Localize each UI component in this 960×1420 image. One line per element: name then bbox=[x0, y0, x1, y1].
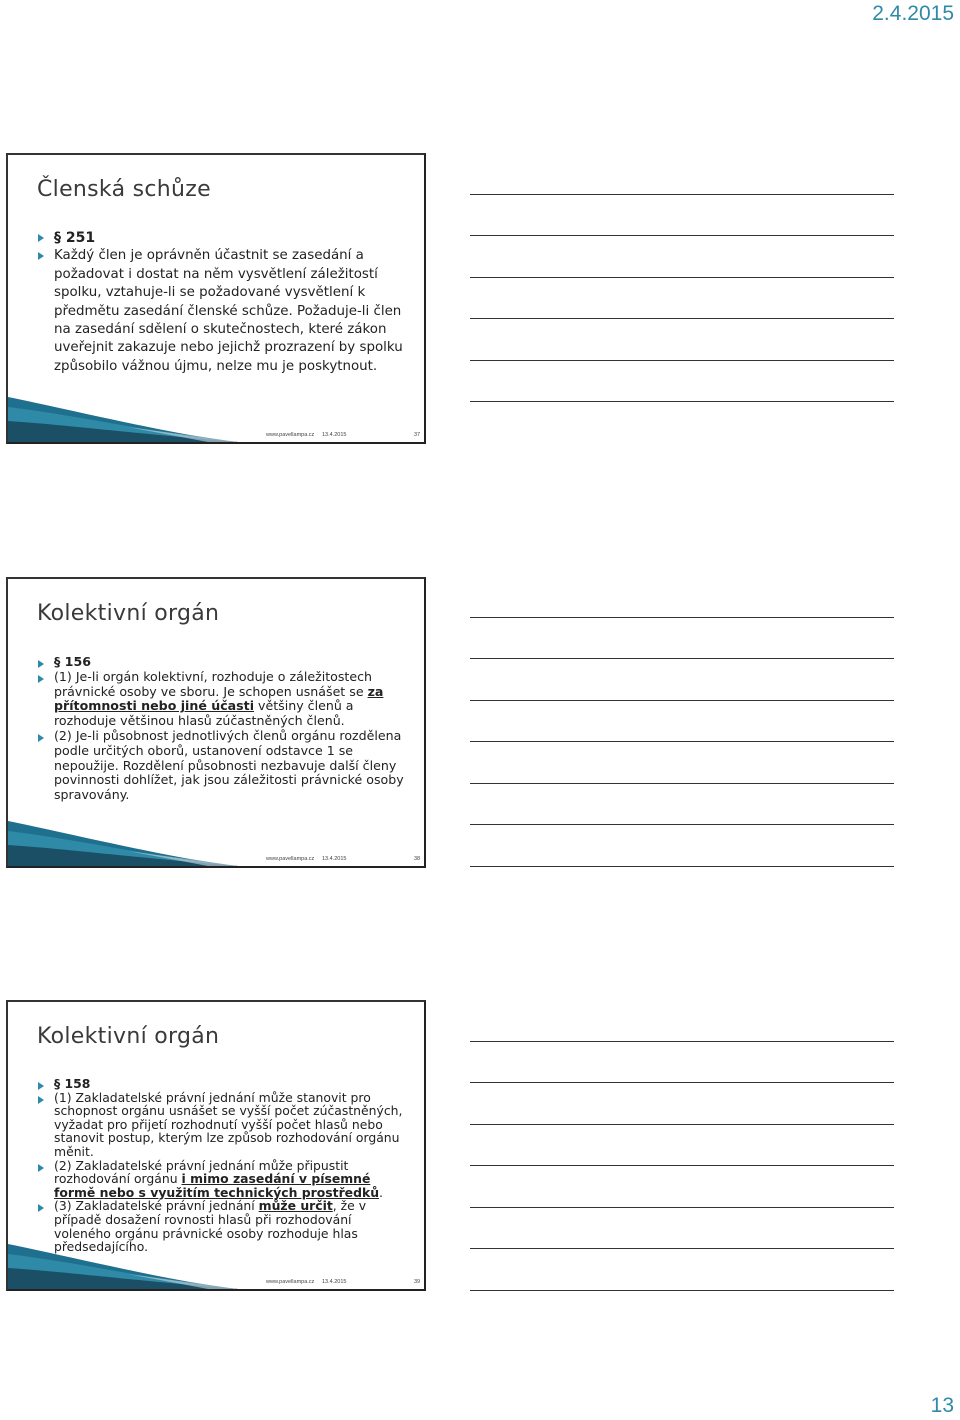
note-line bbox=[470, 1207, 894, 1208]
footer-slide-number: 37 bbox=[414, 432, 421, 438]
note-line bbox=[470, 1290, 894, 1291]
note-line bbox=[470, 1248, 894, 1249]
bullet-arrow-icon bbox=[38, 234, 44, 242]
slide-title: Kolektivní orgán bbox=[37, 601, 220, 626]
underlined-text: i mimo zasedání v písemné formě nebo s využitím technických prostředků bbox=[54, 1171, 380, 1200]
footer-url: www.pavellampa.cz bbox=[266, 1279, 315, 1285]
note-line bbox=[470, 617, 894, 618]
note-line bbox=[470, 318, 894, 319]
note-line bbox=[470, 235, 894, 236]
paragraph: (2) Je-li působnost jednotlivých členů orgánu rozdělena podle určitých oborů, ustanovení odstavce 1 se nepoužije. Rozdělení působnosti nezbavuje další členy povinnosti dohlížet, jak jsou záležitosti právnické osoby spravovány. bbox=[38, 729, 406, 803]
footer-slide-number: 38 bbox=[414, 856, 421, 862]
section-number: § 156 bbox=[38, 655, 406, 670]
note-line bbox=[470, 1041, 894, 1042]
slide-footer bbox=[8, 428, 424, 438]
underlined-text: za přítomnosti nebo jiné účasti bbox=[54, 683, 384, 714]
bullet-arrow-icon bbox=[38, 675, 44, 683]
note-line bbox=[470, 194, 894, 195]
bullet-arrow-icon bbox=[38, 660, 44, 668]
slide-body bbox=[38, 229, 406, 376]
bullet-arrow-icon bbox=[38, 734, 44, 742]
note-line bbox=[470, 1165, 894, 1166]
footer-date: 13.4.2015 bbox=[322, 1279, 347, 1285]
note-line bbox=[470, 783, 894, 784]
bullet-arrow-icon bbox=[38, 1096, 44, 1104]
note-line bbox=[470, 1124, 894, 1125]
footer-url: www.pavellampa.cz bbox=[266, 856, 315, 862]
note-line bbox=[470, 360, 894, 361]
footer-url: www.pavellampa.cz bbox=[266, 432, 315, 438]
paragraph: (3) Zakladatelské právní jednání může určit, že v případě dosažení rovnosti hlasů při rozhodování voleného orgánu právnické osoby rozhoduje hlas předsedajícího. bbox=[38, 1199, 406, 1253]
page-number: 13 bbox=[930, 1394, 954, 1417]
bullet-arrow-icon bbox=[38, 1204, 44, 1212]
paragraph: Každý člen je oprávněn účastnit se zasedání a požadovat i dostat na něm vysvětlení záležitostí spolku, vztahuje-li se požadované vysvětlení k předmětu zasedání členské schůze. Požaduje-li člen na zasedání sdělení o skutečnostech, které zákon uveřejnit zakazuje nebo jejichž prozrazení by spolku způsobilo vážnou újmu, nelze mu je poskytnout. bbox=[38, 247, 406, 376]
paragraph: (1) Je-li orgán kolektivní, rozhoduje o záležitostech právnické osoby ve sboru. Je schopen usnášet se za přítomnosti nebo jiné účasti většiny členů a rozhoduje většinou hlasů zúčastněných členů. bbox=[38, 670, 406, 729]
footer-date: 13.4.2015 bbox=[322, 432, 347, 438]
header-date: 2.4.2015 bbox=[872, 2, 954, 25]
section-number: § 251 bbox=[38, 229, 406, 247]
slide-footer bbox=[8, 852, 424, 862]
underlined-text: může určit bbox=[258, 1198, 333, 1214]
slide-38 bbox=[6, 577, 426, 868]
slide-body bbox=[38, 655, 406, 803]
note-line bbox=[470, 866, 894, 867]
footer-slide-number: 39 bbox=[414, 1279, 421, 1285]
bullet-arrow-icon bbox=[38, 252, 44, 260]
footer-date: 13.4.2015 bbox=[322, 856, 347, 862]
paragraph: (2) Zakladatelské právní jednání může připustit rozhodování orgánu i mimo zasedání v písemné formě nebo s využitím technických prostředků. bbox=[38, 1159, 406, 1200]
note-line bbox=[470, 824, 894, 825]
paragraph: (1) Zakladatelské právní jednání může stanovit pro schopnost orgánu usnášet se vyšší počet zúčastněných, vyžadat pro přijetí rozhodnutí vyšší počet hlasů nebo stanovit postup, kterým lze způsob rozhodování orgánu měnit. bbox=[38, 1091, 406, 1159]
section-number: § 158 bbox=[38, 1077, 406, 1091]
slide-footer bbox=[8, 1275, 424, 1285]
bullet-arrow-icon bbox=[38, 1082, 44, 1090]
bullet-arrow-icon bbox=[38, 1164, 44, 1172]
slide-39 bbox=[6, 1000, 426, 1291]
slide-title: Členská schůze bbox=[37, 177, 211, 202]
note-line bbox=[470, 700, 894, 701]
note-line bbox=[470, 1082, 894, 1083]
note-line bbox=[470, 658, 894, 659]
slide-title: Kolektivní orgán bbox=[37, 1024, 220, 1049]
note-line bbox=[470, 277, 894, 278]
slide-37 bbox=[6, 153, 426, 444]
note-line bbox=[470, 401, 894, 402]
note-line bbox=[470, 741, 894, 742]
slide-body bbox=[38, 1077, 406, 1254]
